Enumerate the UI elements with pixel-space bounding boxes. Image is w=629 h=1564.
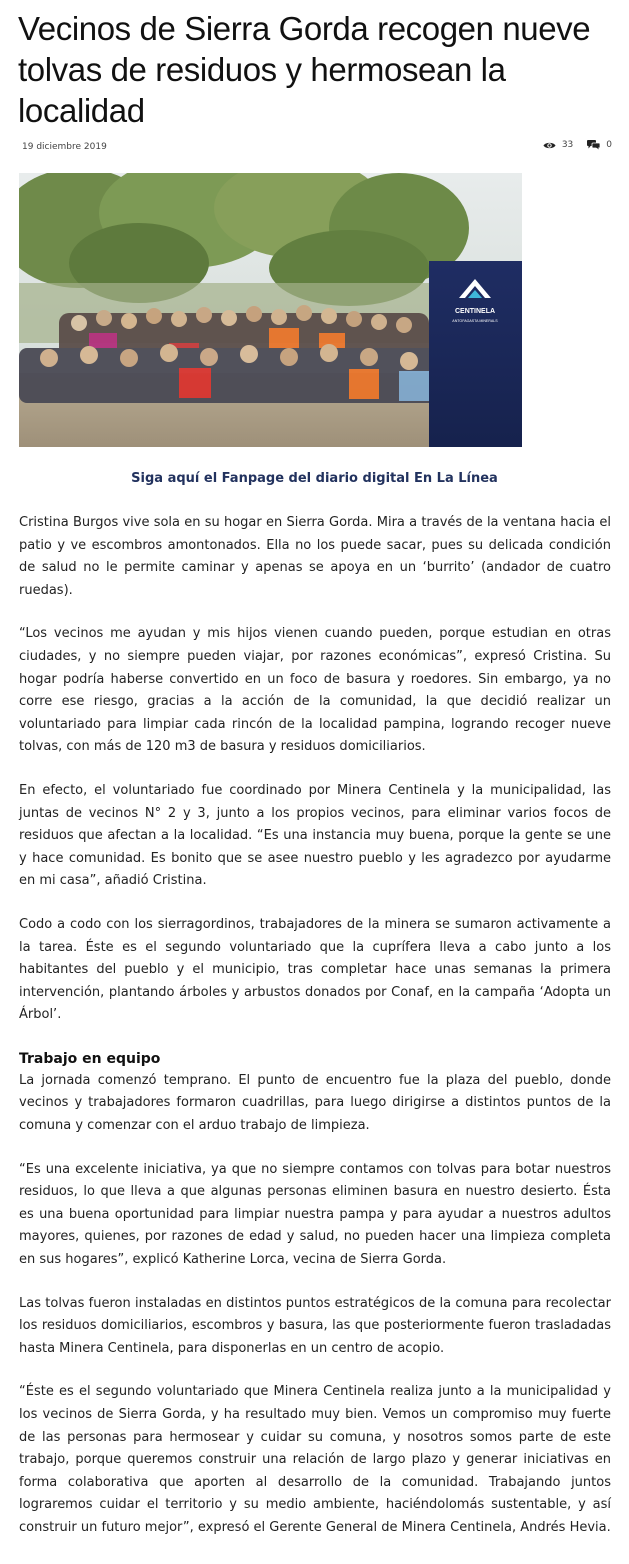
paragraph-5: La jornada comenzó temprano. El punto de encuentro fue la plaza del pueblo, donde vecinos y trabajadores formaron cuadrillas, para luego dirigirse a distintos puntos de la comuna y comenzar con el arduo trabajo de limpieza. bbox=[19, 1072, 611, 1134]
article-title: Vecinos de Sierra Gorda recogen nueve tolvas de residuos y hermosean la localidad bbox=[18, 10, 591, 129]
paragraph-4: Codo a codo con los sierragordinos, trabajadores de la minera se sumaron activamente a la tarea. Éste es el segundo voluntariado que la cuprífera lleva a cabo junto a los habitantes del pueblo y el municipio, tras completar hace unas semanas la primera intervención, plantando árboles y arbustos donados por Conaf, en la campaña ‘Adopta un Árbol’. bbox=[19, 916, 611, 1023]
banner-brand-text: CENTINELA bbox=[454, 308, 496, 315]
paragraph-2: “Los vecinos me ayudan y mis hijos vienen cuando pueden, porque estudian en otras ciudades, y no siempre pueden viajar, por razones económicas”, expresó Cristina. Su hogar podría haberse convertido en un foco de basura y roedores. Sin embargo, ya no corre ese riesgo, gracias a la acción de la comunidad, la que decidió realizar un voluntariado para limpiar cada rincón de la localidad pampina, logrando recoger nueve tolvas, con más de 120 m3 de basura y residuos domiciliarios. bbox=[19, 626, 611, 755]
views-counter bbox=[543, 140, 573, 150]
article-photo bbox=[19, 173, 522, 447]
paragraph-8: “Éste es el segundo voluntariado que Minera Centinela realiza junto a la municipalidad y los vecinos de Sierra Gorda, y ha resultado muy bien. Vemos un compromiso muy fuerte de las personas para hermosear y cuidar su comuna, y nosotros somos parte de este trabajo, porque queremos construir una relación de largo plazo y generar iniciativas en forma colaborativa que aporten al desarrollo de la comunidad. Trabajando juntos lograremos cuidar el territorio y su medio ambiente, haciéndolomás sustentable, y así construir un futuro mejor”, expresó el Gerente General de Minera Centinela, Andrés Hevia. bbox=[19, 1384, 611, 1535]
article-meta bbox=[20, 139, 612, 157]
article-date: 19 diciembre 2019 bbox=[22, 142, 107, 152]
eye-icon bbox=[543, 141, 556, 150]
views-count: 33 bbox=[561, 140, 574, 150]
banner-sub-text: ANTOFAGASTA MINERALS bbox=[452, 319, 498, 323]
comments-count: 0 bbox=[606, 140, 612, 150]
paragraph-1: Cristina Burgos vive sola en su hogar en Sierra Gorda. Mira a través de la ventana hacia el patio y ve escombros amontonados. Ella no los puede sacar, pues su delicada condición de salud no le permite caminar y apenas se apoya en un ‘burrito’ (andador de cuatro ruedas). bbox=[19, 515, 611, 598]
centinela-banner bbox=[429, 261, 522, 447]
article-stats bbox=[543, 140, 612, 150]
comment-bubble-icon bbox=[587, 140, 600, 150]
group-photo-illustration bbox=[19, 173, 522, 447]
paragraph-6: “Es una excelente iniciativa, ya que no siempre contamos con tolvas para botar nuestros residuos, lo que lleva a que algunas personas eliminen basura en nuestro desierto. Ésta es una buena oportunidad para limpiar nuestra pampa y para ayudar a nuestros adultos mayores, quienes, por razones de edad y salud, no pueden hacer una limpieza completa en sus hogares”, explicó Katherine Lorca, vecina de Sierra Gorda. bbox=[19, 1161, 611, 1268]
paragraph-3: En efecto, el voluntariado fue coordinado por Minera Centinela y la municipalidad, las juntas de vecinos N° 2 y 3, junto a los propios vecinos, para eliminar varios focos de residuos que afectan a la localidad. “Es una instancia muy buena, porque la gente se une y hace comunidad. Es bonito que se asee nuestro pueblo y les agradezco por ayudarme en mi casa”, añadió Cristina. bbox=[19, 782, 611, 889]
article-body bbox=[19, 512, 611, 1561]
paragraph-7: Las tolvas fueron instaladas en distintos puntos estratégicos de la comuna para recolectar los residuos domiciliarios, escombros y basura, las que posteriormente fueron trasladadas hasta Minera Centinela, para disponerlas en un centro de acopio. bbox=[19, 1295, 611, 1356]
fanpage-link[interactable]: Siga aquí el Fanpage del diario digital En La Línea bbox=[131, 471, 498, 486]
comments-counter[interactable] bbox=[587, 140, 612, 150]
section-heading: Trabajo en equipo bbox=[19, 1050, 161, 1067]
